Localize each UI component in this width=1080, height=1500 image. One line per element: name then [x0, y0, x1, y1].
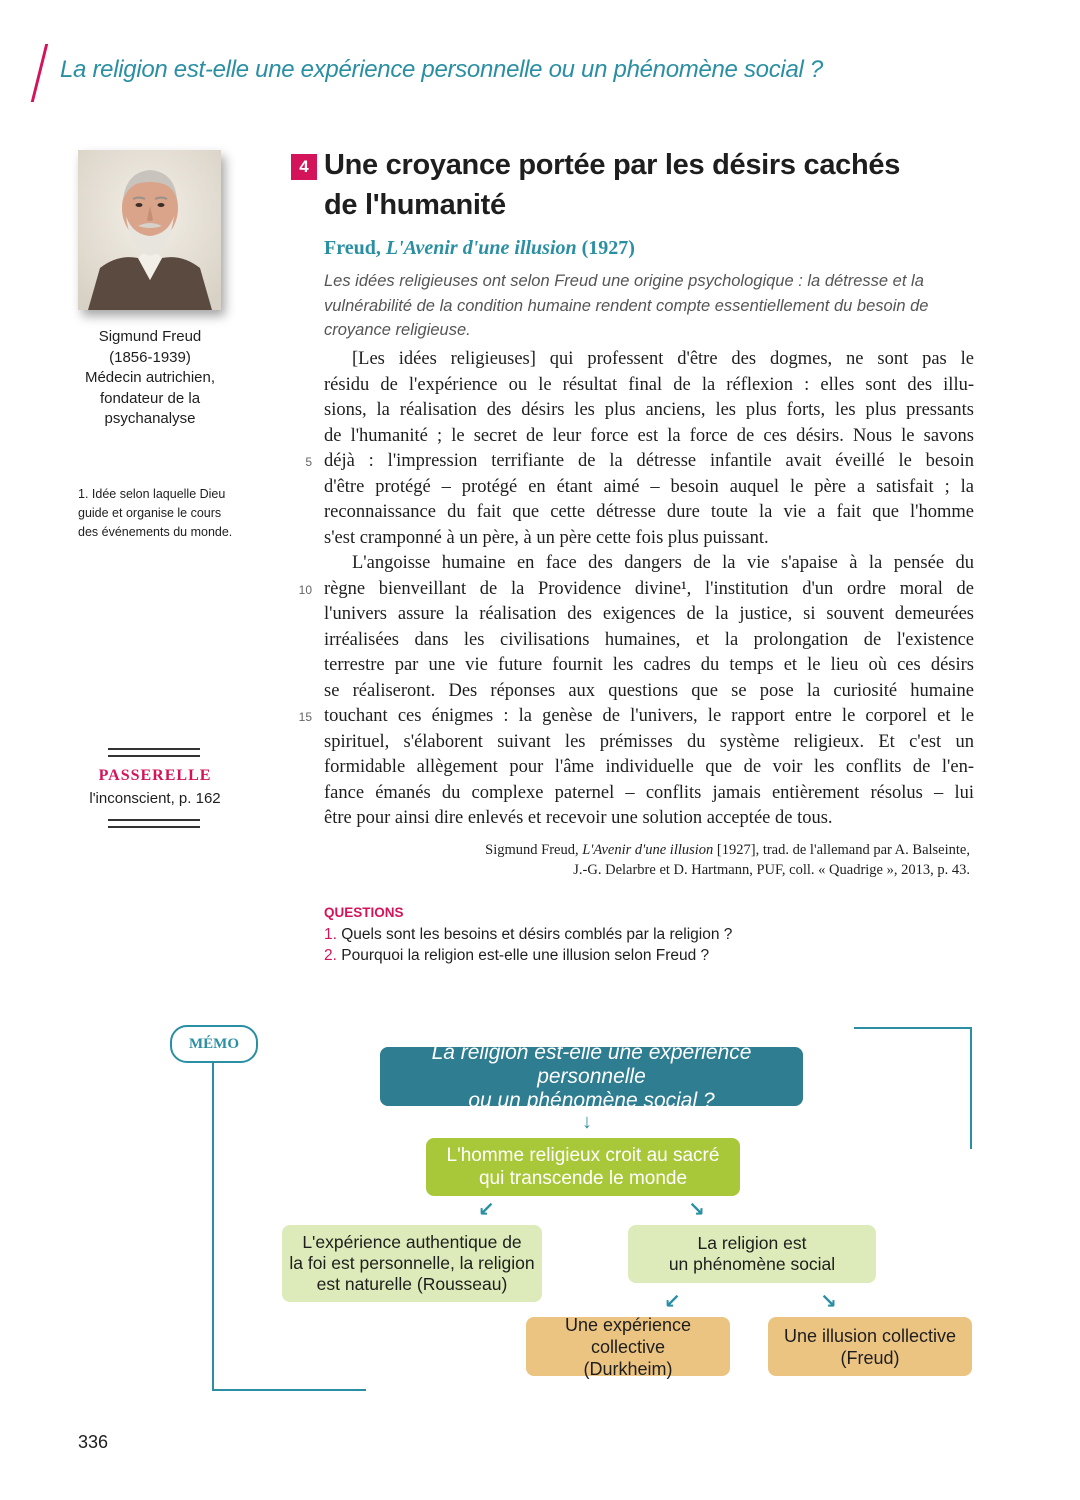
passerelle-rule-bottom	[108, 819, 200, 828]
passerelle-link[interactable]: l'inconscient, p. 162	[89, 790, 221, 807]
body-line: s'est cramponné à un père, à un père cette fois plus puissant.	[324, 527, 769, 548]
chapter-title: La religion est-elle une expérience personnelle ou un phénomène social ?	[60, 56, 823, 83]
excerpt-body	[324, 347, 974, 832]
memo-sacred-line-2: qui transcende le monde	[478, 1168, 688, 1189]
memo-frame-bottom	[212, 1389, 366, 1391]
section-number-badge: 4	[291, 154, 317, 180]
caption-role-3: psychanalyse	[104, 410, 196, 427]
memo-social-line-1: La religion est	[697, 1233, 807, 1253]
question-1	[324, 926, 732, 944]
body-line: formidable allègement pour l'âme individuelle que de voir les conflits de l'en-	[324, 757, 974, 777]
line-number-15: 15	[298, 710, 312, 724]
memo-sacred-line-1: L'homme religieux croit au sacré	[446, 1145, 720, 1166]
memo-freud-box	[768, 1317, 972, 1376]
memo-frame-right	[970, 1027, 972, 1149]
body-line: [Les idées religieuses] qui professent d'être des dogmes, ne sont pas le	[352, 349, 974, 369]
source-line-1	[324, 840, 970, 860]
arrow-down-right-icon: ↘	[820, 1291, 837, 1313]
memo-question-box	[380, 1040, 803, 1112]
memo-durkheim-line-2: (Durkheim)	[583, 1358, 673, 1379]
body-line: irréalisées dans les civilisations humaines, et la prolongation de l'existence	[324, 629, 974, 650]
body-line: déjà : l'impression terrifiante de la détresse infantile avait éveillé le besoin	[324, 451, 974, 471]
portrait-illustration	[78, 150, 221, 310]
question-text: Quels sont les besoins et désirs comblés par la religion ?	[336, 926, 733, 943]
memo-freud-line-1: Une illusion collective	[783, 1325, 957, 1346]
memo-personal-line-3: est naturelle (Rousseau)	[316, 1274, 508, 1294]
arrow-down-left-icon: ↙	[664, 1291, 681, 1313]
body-line: se réaliseront. Des réponses aux questions que se pose la curiosité humaine	[324, 680, 974, 701]
source-line-2: J.-G. Delarbre et D. Hartmann, PUF, coll. « Quadrige », 2013, p. 43.	[573, 862, 970, 878]
question-number: 2.	[324, 947, 337, 964]
memo-personal-line-2: la foi est personnelle, la religion	[289, 1253, 535, 1273]
arrow-down-right-icon: ↘	[688, 1199, 705, 1221]
caption-name: Sigmund Freud	[98, 328, 202, 345]
header-slash	[31, 44, 48, 102]
body-line: touchant ces énigmes : la genèse de l'univers, le rapport entre le corporel et le	[324, 706, 974, 726]
source-translation: [1927], trad. de l'allemand par A. Balseinte,	[713, 842, 970, 858]
question-text: Pourquoi la religion est-elle une illusion selon Freud ?	[336, 947, 710, 964]
passerelle-rule-top	[108, 748, 200, 757]
questions-heading: QUESTIONS	[324, 905, 404, 920]
arrow-down-left-icon: ↙	[478, 1199, 495, 1221]
question-2	[324, 947, 709, 965]
memo-tag: MÉMO	[170, 1025, 258, 1063]
caption-role-2: fondateur de la	[99, 389, 201, 407]
caption-dates: (1856-1939)	[109, 348, 191, 366]
body-line: sions, la réalisation des désirs les plus anciens, les plus forts, les plus pressants	[324, 400, 974, 420]
memo-freud-line-2: (Freud)	[840, 1347, 900, 1368]
section-title-line-1: Une croyance portée par les désirs cachés	[324, 149, 901, 181]
body-line: fance émanés du complexe paternel – conflits jamais entièrement résolus – lui	[324, 782, 974, 803]
body-line: être pour ainsi dire enlevés et recevoir une solution acceptée de tous.	[324, 808, 833, 828]
body-line: règne bienveillant de la Providence divine¹, l'institution d'un ordre moral de	[324, 578, 974, 599]
line-number-10: 10	[298, 583, 312, 597]
line-number-5: 5	[305, 455, 312, 469]
body-line: reconnaissance du fait que cette détresse dure toute la vie a fait que l'homme	[324, 502, 974, 522]
source-author: Sigmund Freud,	[485, 842, 583, 858]
body-line: résidu de l'expérience ou le résultat final de la réflexion : elles sont des illu-	[324, 374, 974, 395]
body-line: de l'humanité ; le secret de leur force est la force de ces désirs. Nous le savons	[324, 425, 974, 446]
footnote: 1. Idée selon laquelle Dieu guide et organise le cours des événements du monde.	[78, 487, 233, 539]
memo-durkheim-line-1: Une expérience collective	[564, 1314, 692, 1357]
body-line: spirituel, s'élaborent suivant les prémisses du système religieux. Et c'est un	[324, 731, 974, 752]
body-line: d'être protégé – protégé en étant aimé – besoin auquel le père a satisfait ; la	[324, 476, 974, 497]
body-line: terrestre par une vie future fournit les cadres du temps et le lieu où ces désirs	[324, 655, 974, 675]
portrait-caption	[60, 327, 240, 430]
work-author: Freud,	[324, 237, 386, 259]
freud-portrait	[78, 150, 221, 310]
arrow-down-icon: ↓	[582, 1111, 592, 1133]
page-number: 336	[78, 1432, 109, 1452]
work-year: (1927)	[576, 237, 635, 259]
work-name: L'Avenir d'une illusion	[385, 237, 577, 259]
memo-personal-line-1: L'expérience authentique de	[302, 1232, 522, 1252]
question-number: 1.	[324, 926, 337, 943]
source-citation	[324, 840, 970, 880]
intro-text: Les idées religieuses ont selon Freud une origine psychologique : la détresse et la vulnérabilité de la condition humaine rendent compte essentiellement du besoin de croyance religieuse.	[324, 272, 929, 339]
memo-personal-box	[282, 1225, 542, 1302]
section-title-line-2: de l'humanité	[324, 189, 506, 221]
passerelle-title: PASSERELLE	[98, 767, 212, 784]
work-reference	[324, 237, 635, 260]
memo-social-box	[628, 1225, 876, 1283]
body-line: l'univers assure la réalisation des exigences de la justice, si souvent demeurées	[324, 604, 974, 624]
memo-sacred-box	[426, 1138, 740, 1196]
memo-question-line-1: La religion est-elle une expérience personnelle	[431, 1040, 752, 1088]
body-line: L'angoisse humaine en face des dangers de la vie s'apaise à la pensée du	[352, 553, 974, 573]
memo-durkheim-box	[526, 1314, 730, 1379]
section-title	[324, 145, 944, 225]
memo-frame-left	[212, 1060, 214, 1391]
memo-question-line-2: ou un phénomène social ?	[468, 1088, 715, 1112]
memo-social-line-2: un phénomène social	[668, 1254, 836, 1274]
memo-frame-top-right	[854, 1027, 972, 1029]
caption-role-1: Médecin autrichien,	[84, 369, 216, 386]
source-work: L'Avenir d'une illusion	[582, 842, 714, 858]
